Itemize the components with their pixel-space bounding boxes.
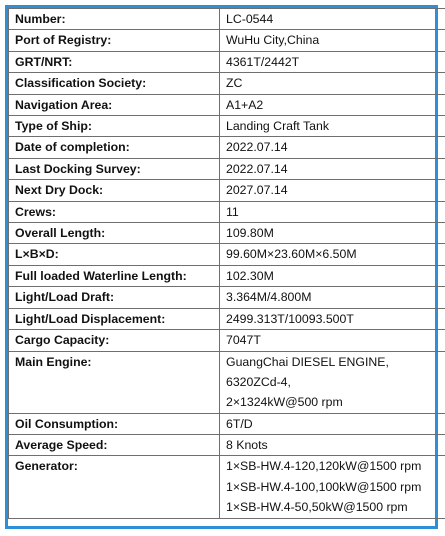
spec-label: Crews: <box>9 201 220 222</box>
spec-row <box>9 158 445 179</box>
spec-value <box>220 137 445 158</box>
spec-value-line: 6320ZCd-4, <box>226 374 291 389</box>
spec-value <box>220 116 445 137</box>
spec-value <box>220 351 445 413</box>
spec-label: Oil Consumption: <box>9 413 220 434</box>
spec-label: GRT/NRT: <box>9 51 220 72</box>
spec-row <box>9 180 445 201</box>
spec-value-line: 2499.313T/10093.500T <box>226 311 354 326</box>
spec-label: Navigation Area: <box>9 94 220 115</box>
spec-value <box>220 287 445 308</box>
spec-value <box>220 244 445 265</box>
spec-value-line: WuHu City,China <box>226 33 320 48</box>
spec-row <box>9 330 445 351</box>
spec-value <box>220 180 445 201</box>
spec-label: Number: <box>9 9 220 30</box>
spec-row <box>9 94 445 115</box>
spec-row <box>9 51 445 72</box>
spec-row <box>9 287 445 308</box>
spec-row <box>9 265 445 286</box>
spec-value <box>220 9 445 30</box>
spec-label: Port of Registry: <box>9 30 220 51</box>
spec-label: Last Docking Survey: <box>9 158 220 179</box>
spec-label: Light/Load Draft: <box>9 287 220 308</box>
spec-value-line: GuangChai DIESEL ENGINE, <box>226 354 389 369</box>
spec-value-line: 1×SB-HW.4-120,120kW@1500 rpm <box>226 459 422 474</box>
spec-value <box>220 158 445 179</box>
spec-row <box>9 413 445 434</box>
spec-value-line: 99.60M×23.60M×6.50M <box>226 247 357 262</box>
spec-label: Date of completion: <box>9 137 220 158</box>
spec-row <box>9 435 445 456</box>
spec-value-line: 109.80M <box>226 226 274 241</box>
spec-value <box>220 435 445 456</box>
spec-value-line: A1+A2 <box>226 97 264 112</box>
spec-value-line: 4361T/2442T <box>226 54 300 69</box>
spec-row <box>9 456 445 518</box>
spec-value-line: 102.30M <box>226 268 274 283</box>
spec-value <box>220 94 445 115</box>
spec-value-line: Landing Craft Tank <box>226 119 329 134</box>
spec-value-line: 8 Knots <box>226 438 268 453</box>
spec-value <box>220 51 445 72</box>
spec-value-line: 2×1324kW@500 rpm <box>226 395 343 410</box>
spec-value-line: 6T/D <box>226 416 253 431</box>
spec-value-line: 2022.07.14 <box>226 161 288 176</box>
spec-value-line: 2027.07.14 <box>226 183 288 198</box>
spec-value <box>220 330 445 351</box>
spec-label: Average Speed: <box>9 435 220 456</box>
spec-label: Type of Ship: <box>9 116 220 137</box>
spec-value-line: LC-0544 <box>226 12 274 26</box>
spec-value <box>220 73 445 94</box>
ship-spec-table <box>8 8 445 519</box>
spec-label: Generator: <box>9 456 220 518</box>
spec-label: Light/Load Displacement: <box>9 308 220 329</box>
spec-row <box>9 30 445 51</box>
spec-value <box>220 223 445 244</box>
spec-label: Cargo Capacity: <box>9 330 220 351</box>
spec-row <box>9 116 445 137</box>
spec-label: Full loaded Waterline Length: <box>9 265 220 286</box>
spec-label: Overall Length: <box>9 223 220 244</box>
spec-row <box>9 9 445 30</box>
spec-label: Next Dry Dock: <box>9 180 220 201</box>
spec-row <box>9 223 445 244</box>
spec-row <box>9 244 445 265</box>
spec-value <box>220 413 445 434</box>
spec-row <box>9 201 445 222</box>
spec-value <box>220 265 445 286</box>
spec-value-line: 1×SB-HW.4-100,100kW@1500 rpm <box>226 479 422 494</box>
spec-value-line: 11 <box>226 204 239 219</box>
spec-value <box>220 308 445 329</box>
spec-row <box>9 351 445 413</box>
spec-value-line: ZC <box>226 76 243 91</box>
spec-value <box>220 456 445 518</box>
spec-value-line: 2022.07.14 <box>226 140 288 155</box>
spec-value <box>220 201 445 222</box>
spec-row <box>9 137 445 158</box>
spec-table-body <box>9 9 445 519</box>
spec-label: L×B×D: <box>9 244 220 265</box>
spec-value-line: 7047T <box>226 333 261 348</box>
spec-label: Classification Society: <box>9 73 220 94</box>
spec-value <box>220 30 445 51</box>
spec-row <box>9 73 445 94</box>
spec-value-line: 3.364M/4.800M <box>226 290 312 305</box>
spec-label: Main Engine: <box>9 351 220 413</box>
spec-row <box>9 308 445 329</box>
spec-value-line: 1×SB-HW.4-50,50kW@1500 rpm <box>226 500 408 515</box>
